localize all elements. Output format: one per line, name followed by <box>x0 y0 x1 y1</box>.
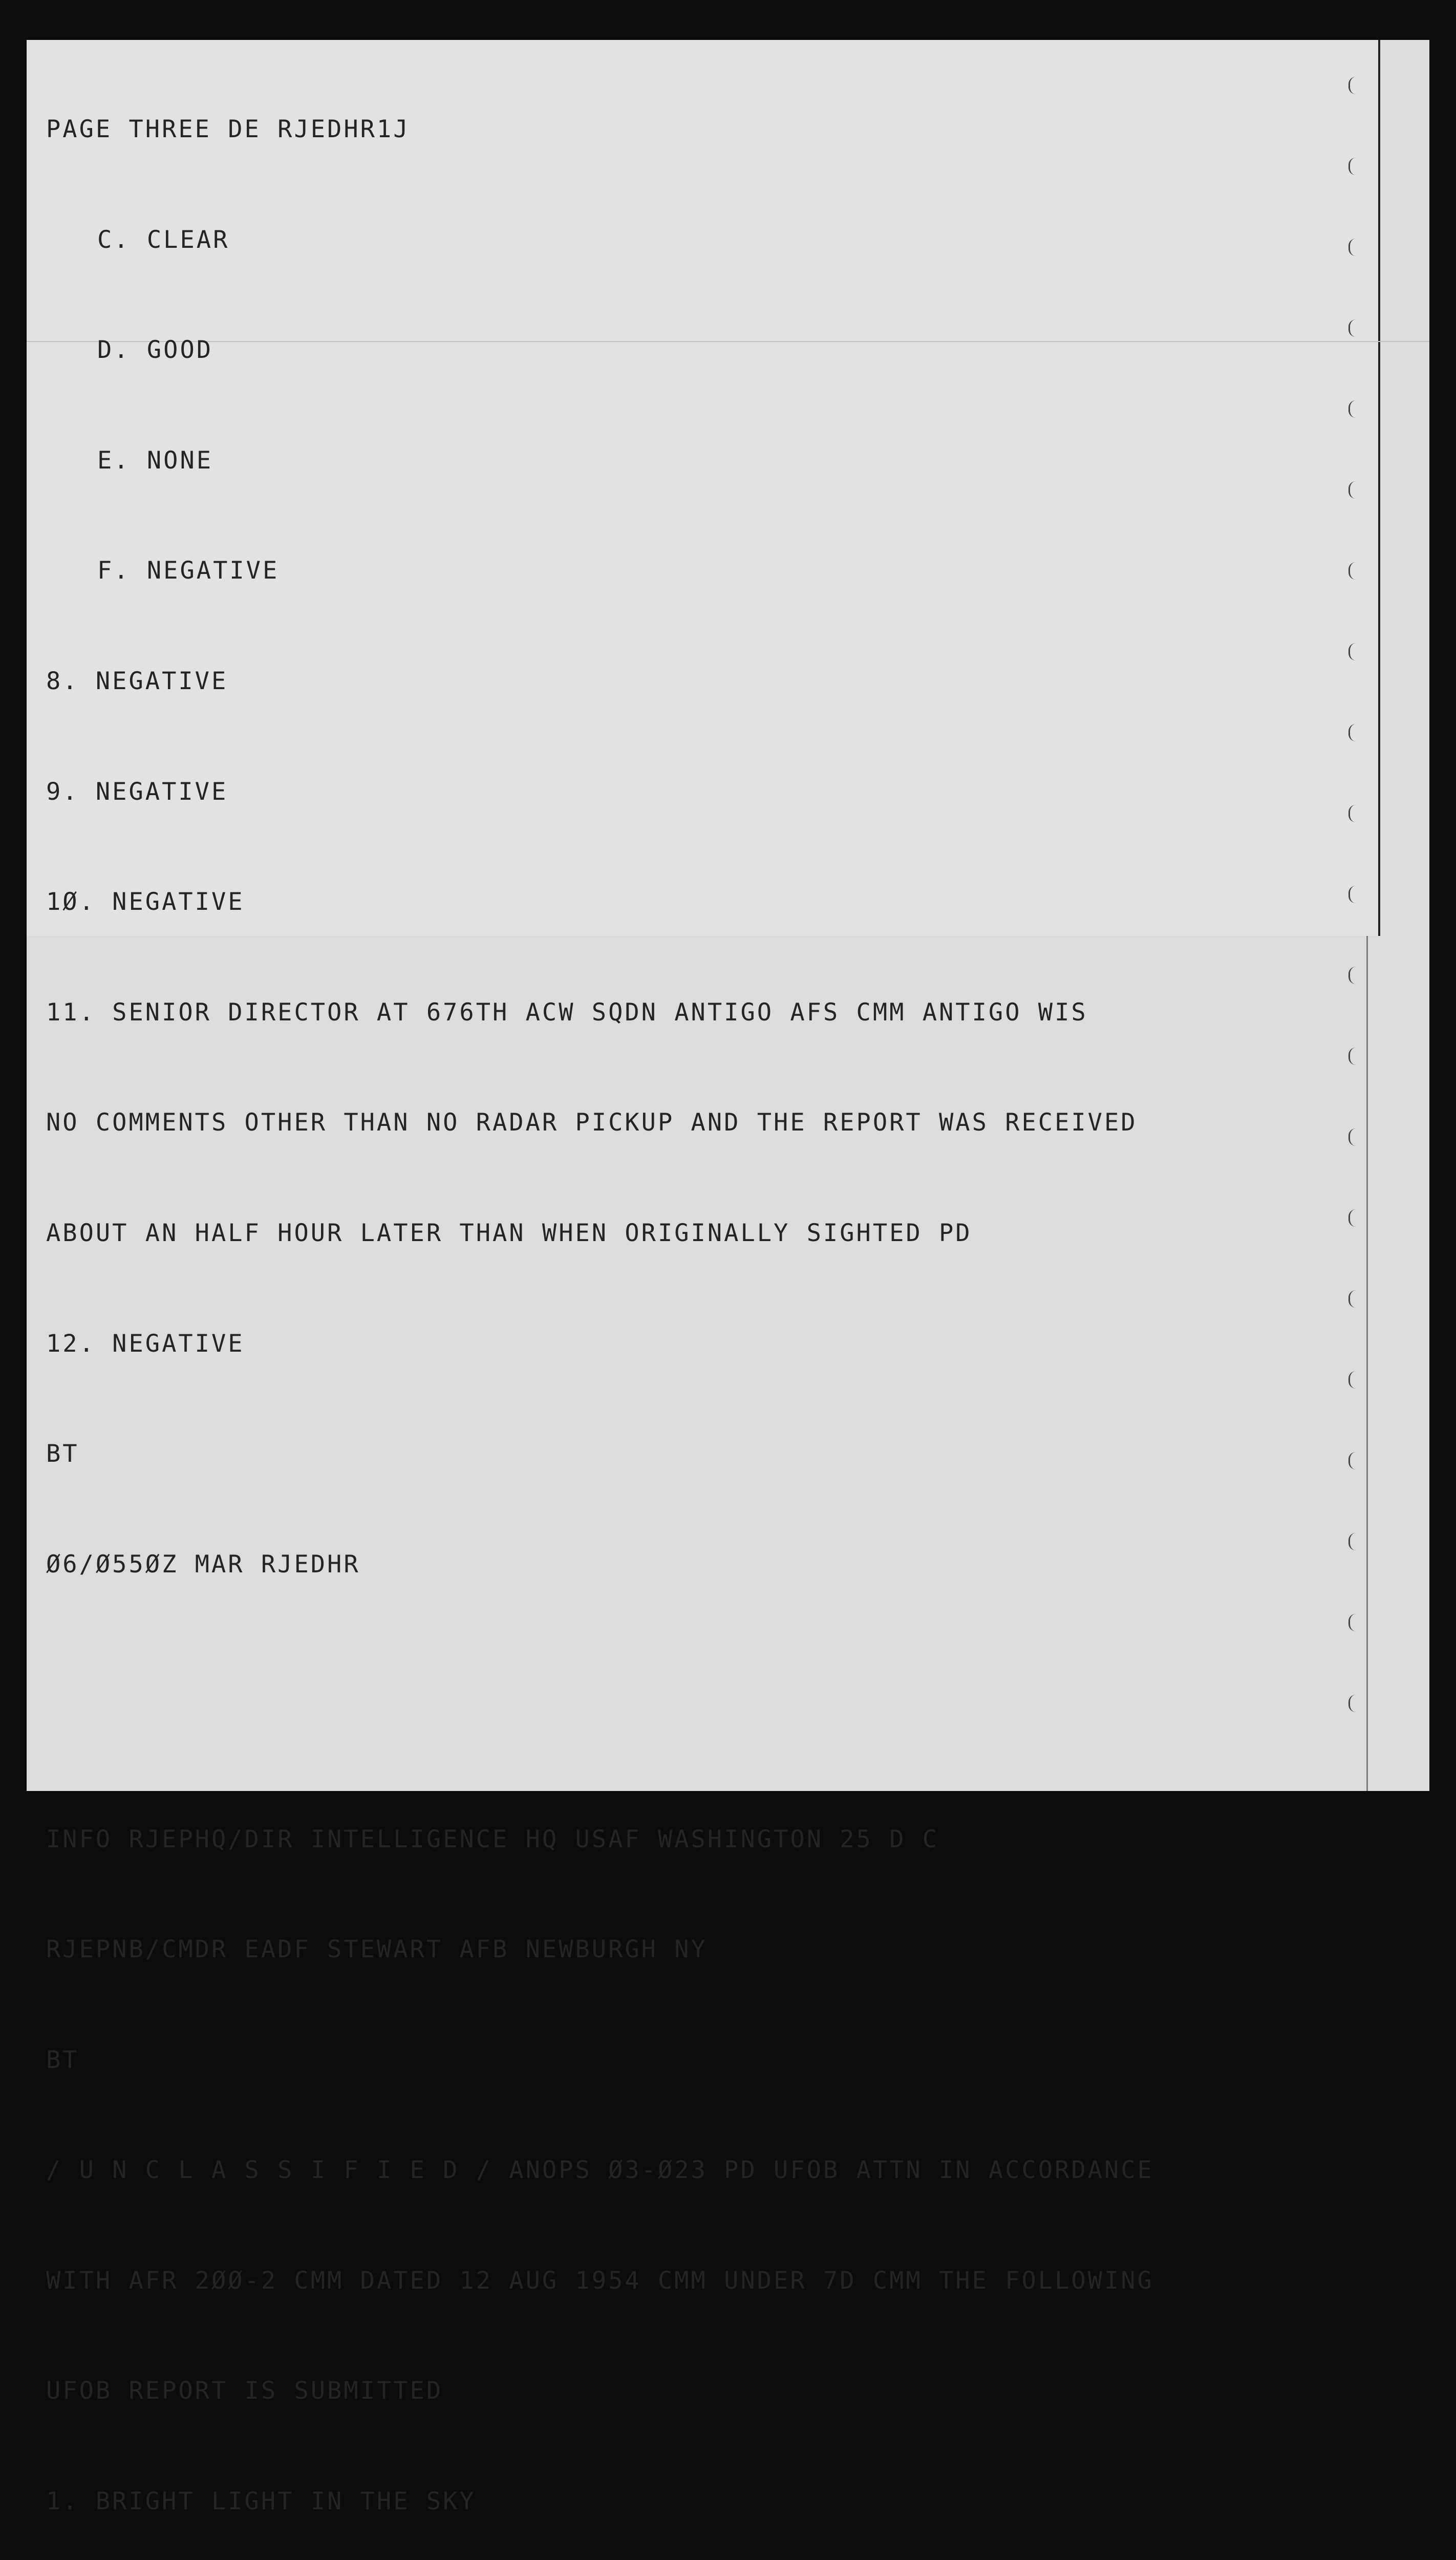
sprocket-hole-mark <box>1348 1614 1357 1631</box>
message-line: BT <box>46 2045 79 2074</box>
sprocket-hole-mark <box>1348 805 1357 822</box>
message-line: PAGE THREE DE RJEDHR1J <box>46 115 410 143</box>
sprocket-hole-mark <box>1348 886 1357 903</box>
sprocket-hole-mark <box>1348 1128 1357 1146</box>
message-line: NO COMMENTS OTHER THAN NO RADAR PICKUP AND THE REPORT WAS RECEIVED <box>46 1108 1138 1137</box>
message-line: C. CLEAR <box>97 225 230 254</box>
sprocket-hole-mark <box>1348 967 1357 984</box>
sprocket-hole-mark <box>1348 1209 1357 1227</box>
sprocket-hole-mark <box>1348 1452 1357 1469</box>
message-line: 9. NEGATIVE <box>46 777 228 806</box>
message-line: Ø6/Ø55ØZ MAR RJEDHR <box>46 1550 360 1578</box>
message-line: ABOUT AN HALF HOUR LATER THAN WHEN ORIGINALLY SIGHTED PD <box>46 1219 972 1247</box>
message-line <box>46 1648 1154 1756</box>
message-line: UFOB REPORT IS SUBMITTED <box>46 2377 443 2405</box>
message-line: / U N C L A S S I F I E D / ANOPS Ø3-Ø23 PD UFOB ATTN IN ACCORDANCE <box>46 2156 1154 2185</box>
message-line: 11. SENIOR DIRECTOR AT 676TH ACW SQDN ANTIGO AFS CMM ANTIGO WIS <box>46 998 1088 1027</box>
sprocket-hole-mark <box>1348 643 1357 660</box>
message-line: RJEPNB/CMDR EADF STEWART AFB NEWBURGH NY <box>46 1935 708 1964</box>
message-line: F. NEGATIVE <box>97 557 280 585</box>
message-line: WITH AFR 2ØØ-2 CMM DATED 12 AUG 1954 CMM UNDER 7D CMM THE FOLLOWING <box>46 2266 1154 2295</box>
sprocket-hole-mark <box>1348 1290 1357 1308</box>
message-line: BT <box>46 1440 79 1468</box>
sprocket-hole-mark <box>1348 724 1357 741</box>
sprocket-hole-mark <box>1348 1048 1357 1065</box>
sprocket-hole-mark <box>1348 400 1357 418</box>
lower-sheet-edge <box>1366 936 1368 1791</box>
message-line: 1. BRIGHT LIGHT IN THE SKY <box>46 2487 476 2516</box>
message-line: INFO RJEPHQ/DIR INTELLIGENCE HQ USAF WASHINGTON 25 D C <box>46 1825 939 1853</box>
sprocket-hole-mark <box>1348 1695 1357 1712</box>
teletype-message <box>46 46 1154 2560</box>
sprocket-hole-mark <box>1348 1533 1357 1550</box>
sprocket-hole-mark <box>1348 239 1357 256</box>
message-line: E. NONE <box>97 446 213 475</box>
sprocket-hole-mark <box>1348 319 1357 337</box>
message-line: 8. NEGATIVE <box>46 667 228 695</box>
sprocket-hole-mark <box>1348 158 1357 175</box>
message-line: 12. NEGATIVE <box>46 1329 245 1358</box>
sprocket-hole-mark <box>1348 562 1357 580</box>
sprocket-hole-mark <box>1348 1371 1357 1389</box>
message-line: 1Ø. NEGATIVE <box>46 888 245 916</box>
message-line: D. GOOD <box>97 336 213 365</box>
sprocket-hole-mark <box>1348 481 1357 499</box>
sprocket-hole-mark <box>1348 77 1357 94</box>
